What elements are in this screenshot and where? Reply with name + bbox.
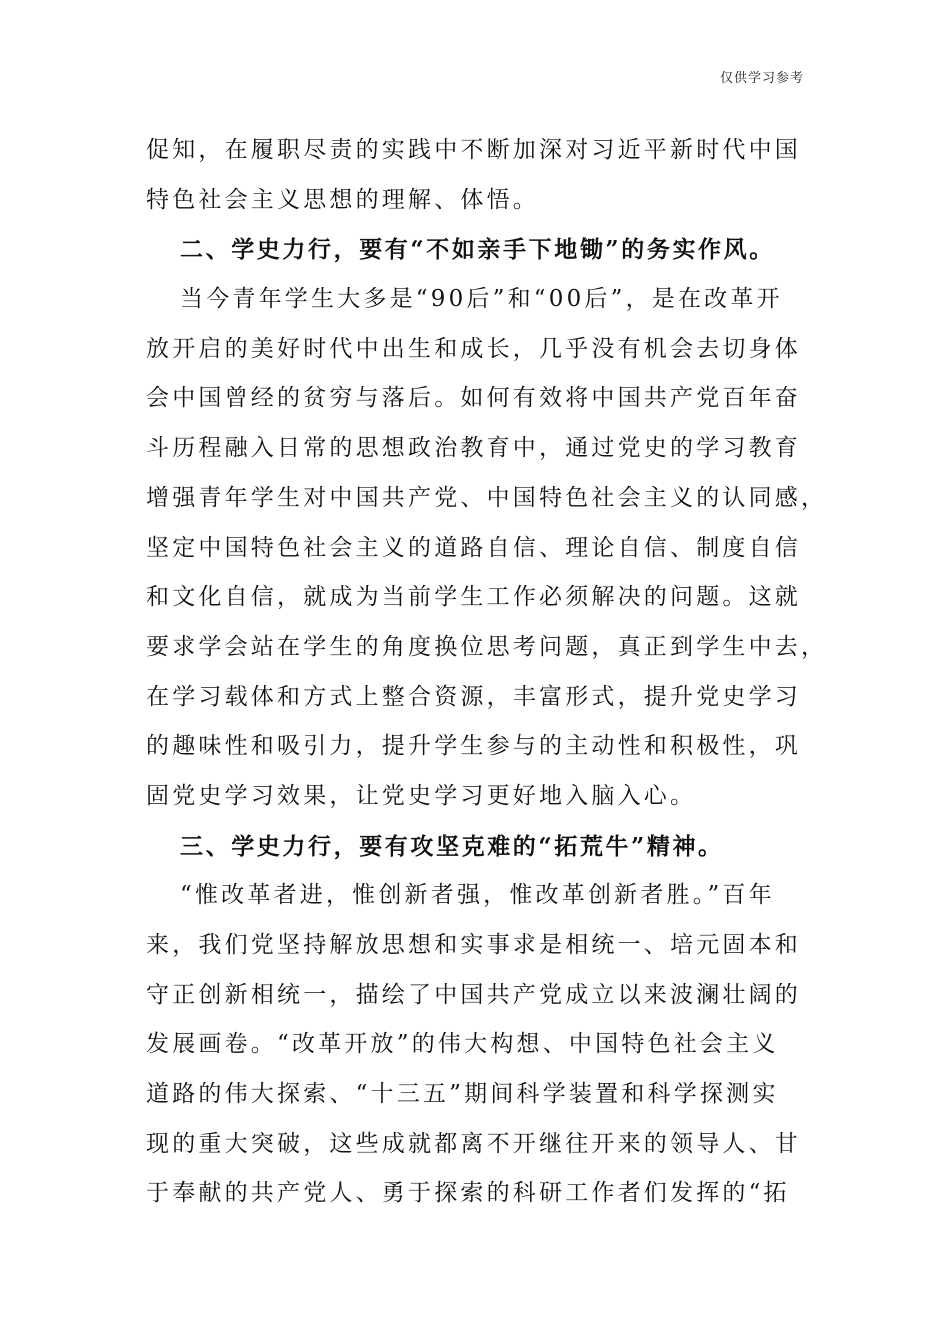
text-line: 当今青年学生大多是“90后”和“00后”，是在改革开 (180, 286, 783, 313)
document-body (146, 126, 828, 1219)
text-line: 促知，在履职尽责的实践中不断加深对习近平新时代中国 (146, 137, 801, 163)
text-line: 发展画卷。“改革开放”的伟大构想、中国特色社会主义 (146, 1031, 779, 1058)
text-line: 在学习载体和方式上整合资源，丰富形式，提升党史学习 (146, 683, 801, 710)
text-line: 守正创新相统一，描绘了中国共产党成立以来波澜壮阔的 (146, 981, 801, 1008)
text-line: 道路的伟大探索、“十三五”期间科学装置和科学探测实 (146, 1081, 779, 1108)
text-line: 和文化自信，就成为当前学生工作必须解决的问题。这就 (146, 584, 801, 611)
text-line: 要求学会站在学生的角度换位思考问题，真正到学生中去， (146, 633, 828, 660)
section-heading: 二、学史力行，要有“不如亲手下地锄”的务实作风。 (180, 236, 775, 264)
text-line: 会中国曾经的贫穷与落后。如何有效将中国共产党百年奋 (146, 385, 801, 412)
text-line: 坚定中国特色社会主义的道路自信、理论自信、制度自信 (146, 534, 801, 561)
text-line: 现的重大突破，这些成就都离不开继往开来的领导人、甘 (146, 1130, 801, 1157)
text-line: 的趣味性和吸引力，提升学生参与的主动性和积极性，巩 (146, 733, 801, 760)
text-line: 固党史学习效果，让党史学习更好地入脑入心。 (146, 782, 697, 809)
header-note: 仅供学习参考 (719, 71, 804, 86)
text-line: 斗历程融入日常的思想政治教育中，通过党史的学习教育 (146, 435, 801, 462)
text-line: 增强青年学生对中国共产党、中国特色社会主义的认同感， (146, 484, 828, 511)
text-line: 来，我们党坚持解放思想和实事求是相统一、培元固本和 (146, 932, 801, 958)
section-heading: 三、学史力行，要有攻坚克难的“拓荒牛”精神。 (180, 832, 724, 860)
text-line: 于奉献的共产党人、勇于探索的科研工作者们发挥的“拓 (146, 1180, 790, 1207)
text-line: 特色社会主义思想的理解、体悟。 (146, 186, 539, 213)
text-line: “惟改革者进，惟创新者强，惟改革创新者胜。”百年 (180, 882, 775, 909)
text-line: 放开启的美好时代中出生和成长，几乎没有机会去切身体 (146, 335, 801, 362)
